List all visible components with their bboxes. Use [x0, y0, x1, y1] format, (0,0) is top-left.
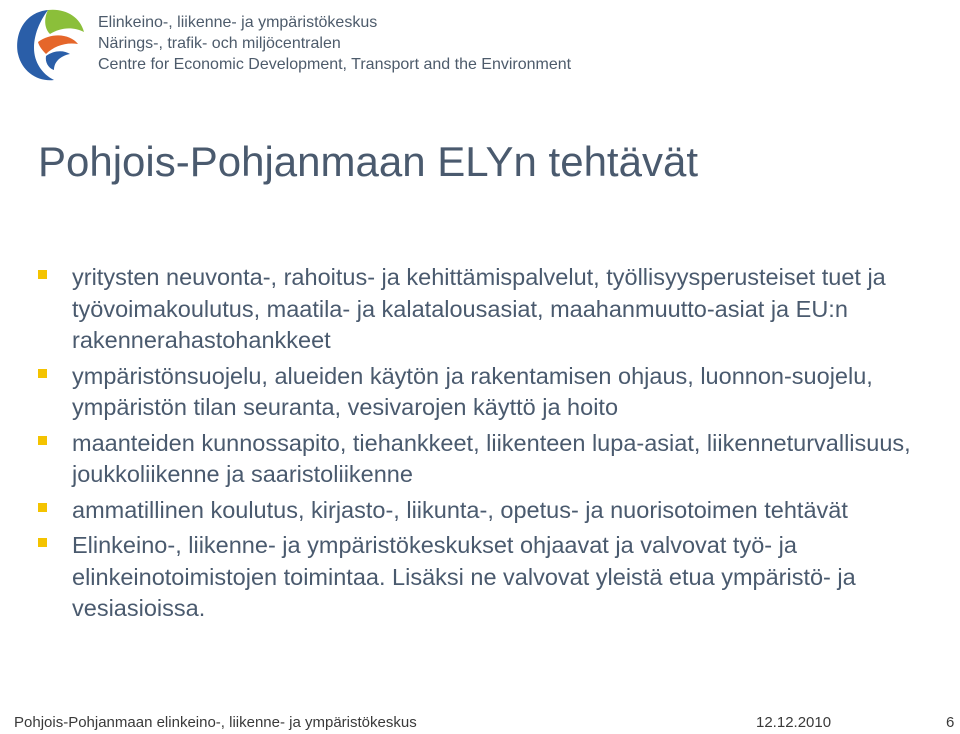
bullet-list: [38, 262, 956, 629]
bullet-square-icon: [38, 270, 47, 279]
bullet-text: Elinkeino-, liikenne- ja ympäristökeskukset ohjaavat ja valvovat työ- ja elinkeinotoimistojen toimintaa. Lisäksi ne valvovat yleistä etua ympäristö- ja vesiasioissa.: [72, 532, 856, 621]
org-name-finnish: Elinkeino-, liikenne- ja ympäristökeskus: [98, 14, 378, 31]
bullet-text: yritysten neuvonta-, rahoitus- ja kehittämispalvelut, työllisyysperusteiset tuet ja työvoimakoulutus, maatila- ja kalatalousasiat, maahanmuutto-asiat ja EU:n rakennerahastohankkeet: [72, 264, 886, 353]
bullet-item: [38, 262, 956, 357]
bullet-text: maanteiden kunnossapito, tiehankkeet, liikenteen lupa-asiat, liikenneturvallisuus, joukkoliikenne ja saaristoliikenne: [72, 429, 911, 487]
bullet-item: [38, 495, 956, 527]
bullet-square-icon: [38, 538, 47, 547]
bullet-square-icon: [38, 369, 47, 378]
bullet-text: ammatillinen koulutus, kirjasto-, liikunta-, opetus- ja nuorisotoimen tehtävät: [72, 496, 848, 523]
bullet-item: [38, 428, 956, 491]
bullet-square-icon: [38, 503, 47, 512]
footer-page-number: 6: [946, 714, 955, 731]
bullet-item: [38, 361, 956, 424]
org-name-swedish: Närings-, trafik- och miljöcentralen: [98, 35, 341, 52]
ely-centre-logo-icon: [8, 4, 88, 84]
bullet-item: [38, 530, 956, 625]
slide-title: Pohjois-Pohjanmaan ELYn tehtävät: [38, 138, 698, 185]
bullet-text: ympäristönsuojelu, alueiden käytön ja rakentamisen ohjaus, luonnon-suojelu, ympäristön tilan seuranta, vesivarojen käyttö ja hoito: [72, 362, 873, 420]
ely-logo: [8, 4, 88, 84]
bullet-square-icon: [38, 436, 47, 445]
org-name-english: Centre for Economic Development, Transport and the Environment: [98, 56, 572, 73]
footer-date: 12.12.2010: [756, 714, 832, 731]
organization-names: [98, 12, 571, 75]
footer-organization: Pohjois-Pohjanmaan elinkeino-, liikenne- ja ympäristökeskus: [14, 714, 417, 731]
